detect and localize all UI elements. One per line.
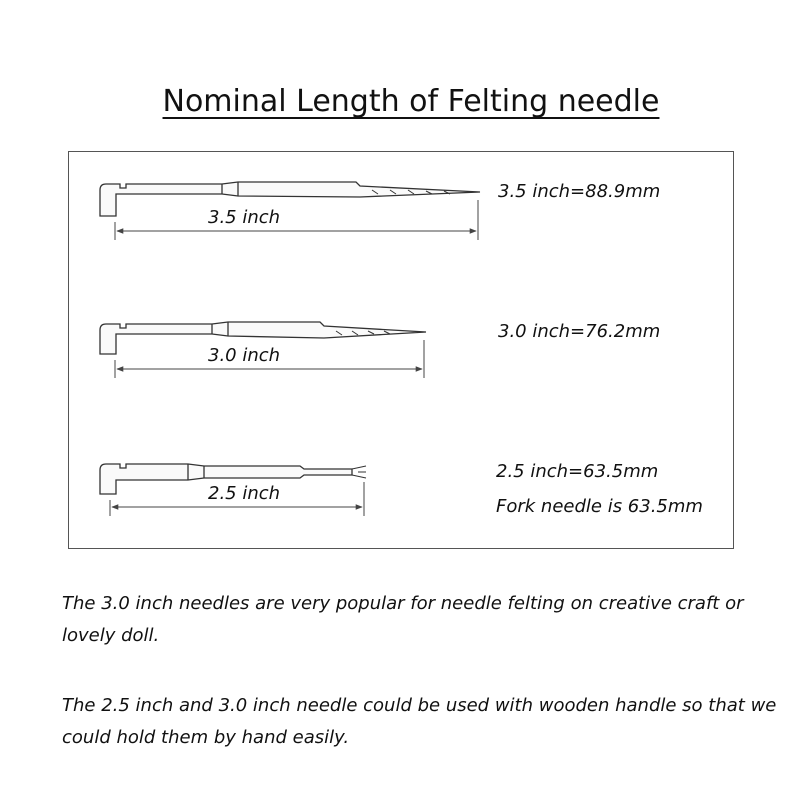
paragraph-handle: The 2.5 inch and 3.0 inch needle could be used with wooden handle so that we could hold them by hand easily. (62, 695, 777, 748)
needle-3-5-inch (100, 182, 480, 216)
dimension-line-3-5 (115, 200, 478, 240)
spec-3-5: 3.5 inch=88.9mm (498, 181, 661, 202)
dim-label-2-5: 2.5 inch (208, 483, 281, 504)
spec-3-0: 3.0 inch=76.2mm (498, 321, 661, 342)
spec-2-5: 2.5 inch=63.5mm (496, 461, 659, 482)
diagram-title: Nominal Length of Felting needle (162, 84, 660, 119)
paragraph-popularity: The 3.0 inch needles are very popular for needle felting on creative craft or lovely doll. (62, 593, 744, 646)
spec-fork: Fork needle is 63.5mm (496, 496, 703, 517)
dim-label-3-0: 3.0 inch (208, 345, 281, 366)
dim-label-3-5: 3.5 inch (208, 207, 281, 228)
